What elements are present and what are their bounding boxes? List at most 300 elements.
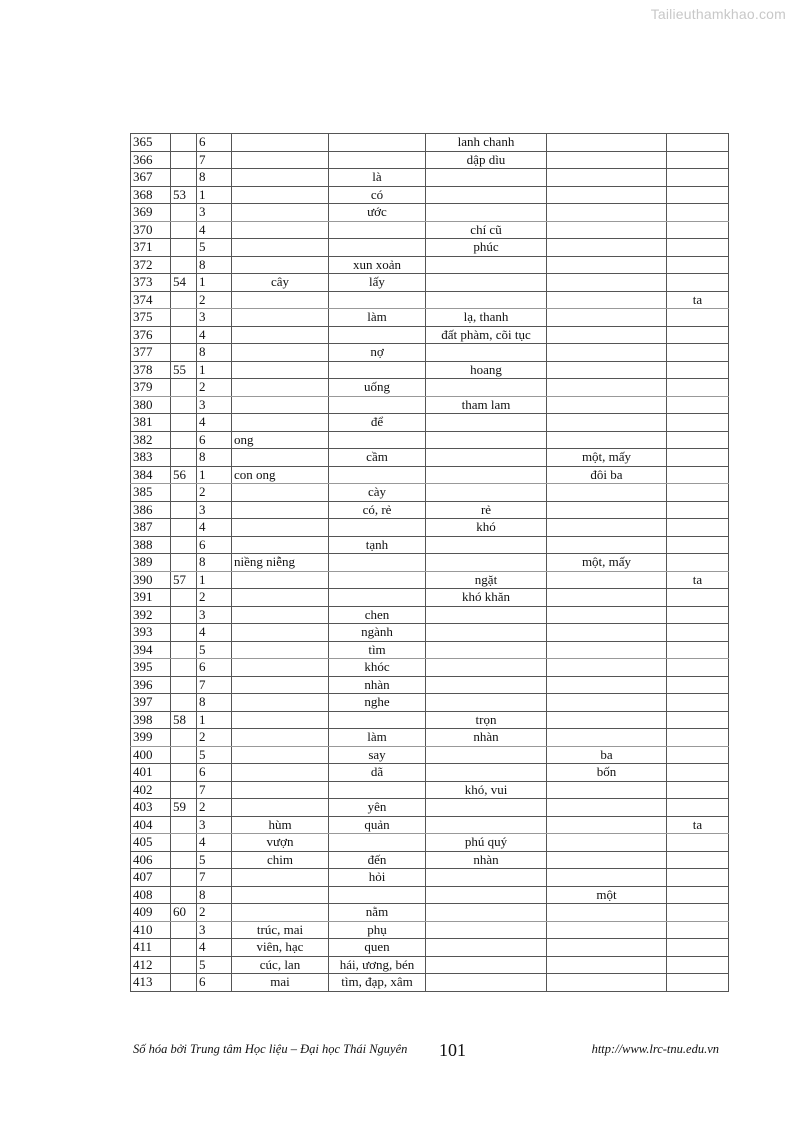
column-d-cell (547, 799, 667, 817)
table-row (131, 834, 729, 852)
table-body (131, 134, 729, 992)
column-d-cell (547, 974, 667, 992)
column-a-cell (232, 186, 329, 204)
column-b-cell (329, 554, 426, 572)
row-number-cell: 404 (131, 816, 171, 834)
row-number-cell: 411 (131, 939, 171, 957)
row-number-cell: 410 (131, 921, 171, 939)
column-c-cell: khó, vui (426, 781, 547, 799)
group-number-cell (171, 431, 197, 449)
column-b-cell: quen (329, 939, 426, 957)
column-a-cell (232, 309, 329, 327)
column-b-cell: khóc (329, 659, 426, 677)
column-e-cell (667, 449, 729, 467)
column-d-cell (547, 204, 667, 222)
row-number-cell: 368 (131, 186, 171, 204)
column-b-cell: cày (329, 484, 426, 502)
group-number-cell (171, 869, 197, 887)
column-b-cell (329, 326, 426, 344)
line-number-cell: 3 (197, 501, 232, 519)
column-c-cell (426, 204, 547, 222)
table-row (131, 869, 729, 887)
row-number-cell: 395 (131, 659, 171, 677)
column-d-cell (547, 344, 667, 362)
row-number-cell: 372 (131, 256, 171, 274)
row-number-cell: 371 (131, 239, 171, 257)
table-row (131, 589, 729, 607)
column-d-cell (547, 431, 667, 449)
row-number-cell: 365 (131, 134, 171, 152)
row-number-cell: 369 (131, 204, 171, 222)
column-d-cell (547, 851, 667, 869)
line-number-cell: 4 (197, 834, 232, 852)
column-a-cell (232, 256, 329, 274)
row-number-cell: 379 (131, 379, 171, 397)
table-row (131, 151, 729, 169)
column-c-cell (426, 904, 547, 922)
column-b-cell: có, rẻ (329, 501, 426, 519)
column-d-cell (547, 536, 667, 554)
line-number-cell: 1 (197, 361, 232, 379)
column-a-cell: trúc, mai (232, 921, 329, 939)
group-number-cell (171, 694, 197, 712)
row-number-cell: 396 (131, 676, 171, 694)
line-number-cell: 8 (197, 449, 232, 467)
column-c-cell (426, 379, 547, 397)
column-b-cell: hái, ương, bén (329, 956, 426, 974)
group-number-cell (171, 554, 197, 572)
line-number-cell: 8 (197, 554, 232, 572)
row-number-cell: 386 (131, 501, 171, 519)
column-b-cell (329, 221, 426, 239)
column-e-cell (667, 746, 729, 764)
line-number-cell: 3 (197, 816, 232, 834)
column-d-cell (547, 151, 667, 169)
column-b-cell (329, 151, 426, 169)
table-row (131, 606, 729, 624)
table-row (131, 344, 729, 362)
column-e-cell: ta (667, 291, 729, 309)
group-number-cell (171, 851, 197, 869)
column-b-cell: chen (329, 606, 426, 624)
column-e-cell (667, 904, 729, 922)
group-number-cell (171, 221, 197, 239)
line-number-cell: 3 (197, 309, 232, 327)
column-c-cell (426, 956, 547, 974)
group-number-cell (171, 501, 197, 519)
column-c-cell (426, 816, 547, 834)
column-a-cell (232, 589, 329, 607)
group-number-cell (171, 606, 197, 624)
column-a-cell (232, 869, 329, 887)
column-a-cell (232, 624, 329, 642)
column-e-cell (667, 379, 729, 397)
column-d-cell (547, 501, 667, 519)
column-c-cell (426, 414, 547, 432)
column-a-cell (232, 659, 329, 677)
column-d-cell (547, 519, 667, 537)
column-d-cell (547, 291, 667, 309)
table-row (131, 676, 729, 694)
column-e-cell (667, 711, 729, 729)
column-c-cell: dập dìu (426, 151, 547, 169)
column-d-cell (547, 239, 667, 257)
column-a-cell (232, 396, 329, 414)
column-e-cell (667, 536, 729, 554)
group-number-cell (171, 589, 197, 607)
column-e-cell (667, 221, 729, 239)
column-c-cell (426, 886, 547, 904)
group-number-cell (171, 326, 197, 344)
table-row (131, 939, 729, 957)
word-table (130, 133, 729, 992)
line-number-cell: 4 (197, 624, 232, 642)
line-number-cell: 2 (197, 799, 232, 817)
column-c-cell: khó khăn (426, 589, 547, 607)
column-e-cell (667, 939, 729, 957)
line-number-cell: 3 (197, 921, 232, 939)
table-row (131, 484, 729, 502)
column-b-cell: lấy (329, 274, 426, 292)
table-row (131, 326, 729, 344)
column-b-cell: làm (329, 729, 426, 747)
column-b-cell (329, 519, 426, 537)
table-row (131, 781, 729, 799)
column-d-cell: một, mấy (547, 554, 667, 572)
column-e-cell (667, 589, 729, 607)
column-b-cell: nằm (329, 904, 426, 922)
column-e-cell (667, 204, 729, 222)
group-number-cell (171, 659, 197, 677)
table-row (131, 816, 729, 834)
group-number-cell (171, 134, 197, 152)
column-b-cell (329, 239, 426, 257)
row-number-cell: 391 (131, 589, 171, 607)
line-number-cell: 8 (197, 694, 232, 712)
row-number-cell: 394 (131, 641, 171, 659)
table-row (131, 239, 729, 257)
column-d-cell: một, mấy (547, 449, 667, 467)
column-c-cell (426, 344, 547, 362)
column-e-cell (667, 396, 729, 414)
column-c-cell (426, 939, 547, 957)
row-number-cell: 374 (131, 291, 171, 309)
column-e-cell (667, 484, 729, 502)
column-d-cell: ba (547, 746, 667, 764)
column-a-cell: con ong (232, 466, 329, 484)
column-d-cell (547, 781, 667, 799)
column-d-cell (547, 571, 667, 589)
column-a-cell (232, 361, 329, 379)
table-row (131, 711, 729, 729)
column-a-cell (232, 886, 329, 904)
column-b-cell: cầm (329, 449, 426, 467)
column-a-cell (232, 904, 329, 922)
row-number-cell: 385 (131, 484, 171, 502)
table-row (131, 204, 729, 222)
column-b-cell: say (329, 746, 426, 764)
column-c-cell (426, 169, 547, 187)
line-number-cell: 4 (197, 326, 232, 344)
line-number-cell: 2 (197, 904, 232, 922)
column-b-cell: hỏi (329, 869, 426, 887)
column-d-cell: đôi ba (547, 466, 667, 484)
column-a-cell (232, 729, 329, 747)
column-a-cell (232, 484, 329, 502)
column-a-cell: ong (232, 431, 329, 449)
column-a-cell (232, 326, 329, 344)
group-number-cell (171, 956, 197, 974)
column-e-cell (667, 921, 729, 939)
page-footer (133, 1040, 723, 1064)
table-row (131, 764, 729, 782)
group-number-cell: 56 (171, 466, 197, 484)
table-row (131, 361, 729, 379)
column-e-cell (667, 974, 729, 992)
table-row (131, 624, 729, 642)
column-d-cell (547, 309, 667, 327)
row-number-cell: 373 (131, 274, 171, 292)
column-d-cell (547, 676, 667, 694)
table-row (131, 974, 729, 992)
column-e-cell (667, 186, 729, 204)
column-e-cell (667, 781, 729, 799)
row-number-cell: 401 (131, 764, 171, 782)
column-d-cell (547, 326, 667, 344)
column-a-cell (232, 571, 329, 589)
line-number-cell: 7 (197, 869, 232, 887)
column-c-cell (426, 536, 547, 554)
column-e-cell (667, 606, 729, 624)
column-e-cell (667, 869, 729, 887)
table-row (131, 519, 729, 537)
column-c-cell (426, 624, 547, 642)
column-e-cell (667, 624, 729, 642)
column-c-cell: rẻ (426, 501, 547, 519)
column-c-cell: chí cũ (426, 221, 547, 239)
table-row (131, 921, 729, 939)
column-d-cell (547, 274, 667, 292)
column-a-cell (232, 711, 329, 729)
column-e-cell (667, 799, 729, 817)
column-e-cell (667, 519, 729, 537)
row-number-cell: 403 (131, 799, 171, 817)
column-b-cell: tìm, đạp, xâm (329, 974, 426, 992)
column-e-cell (667, 466, 729, 484)
column-a-cell: niềng niễng (232, 554, 329, 572)
table-row (131, 466, 729, 484)
footer-source: Số hóa bởi Trung tâm Học liệu – Đại học Thái Nguyên (133, 1042, 408, 1056)
column-a-cell: mai (232, 974, 329, 992)
column-a-cell: cúc, lan (232, 956, 329, 974)
group-number-cell (171, 379, 197, 397)
column-a-cell (232, 134, 329, 152)
line-number-cell: 7 (197, 151, 232, 169)
group-number-cell (171, 519, 197, 537)
column-b-cell: xun xoản (329, 256, 426, 274)
row-number-cell: 380 (131, 396, 171, 414)
group-number-cell (171, 396, 197, 414)
row-number-cell: 377 (131, 344, 171, 362)
column-b-cell: để (329, 414, 426, 432)
column-c-cell (426, 641, 547, 659)
column-d-cell (547, 186, 667, 204)
column-c-cell (426, 291, 547, 309)
column-c-cell: lạ, thanh (426, 309, 547, 327)
group-number-cell (171, 939, 197, 957)
column-e-cell (667, 659, 729, 677)
line-number-cell: 2 (197, 589, 232, 607)
column-d-cell: một (547, 886, 667, 904)
line-number-cell: 5 (197, 239, 232, 257)
line-number-cell: 2 (197, 729, 232, 747)
column-b-cell: làm (329, 309, 426, 327)
column-d-cell (547, 379, 667, 397)
group-number-cell: 54 (171, 274, 197, 292)
column-c-cell (426, 484, 547, 502)
line-number-cell: 1 (197, 711, 232, 729)
row-number-cell: 366 (131, 151, 171, 169)
column-c-cell: phú quý (426, 834, 547, 852)
table-row (131, 659, 729, 677)
column-d-cell (547, 711, 667, 729)
column-a-cell (232, 781, 329, 799)
column-d-cell (547, 221, 667, 239)
column-e-cell (667, 361, 729, 379)
line-number-cell: 2 (197, 484, 232, 502)
column-e-cell (667, 851, 729, 869)
row-number-cell: 367 (131, 169, 171, 187)
row-number-cell: 413 (131, 974, 171, 992)
column-c-cell: ngặt (426, 571, 547, 589)
group-number-cell (171, 536, 197, 554)
column-c-cell: nhàn (426, 729, 547, 747)
group-number-cell (171, 256, 197, 274)
column-b-cell (329, 431, 426, 449)
column-c-cell (426, 764, 547, 782)
group-number-cell (171, 291, 197, 309)
column-e-cell (667, 729, 729, 747)
row-number-cell: 382 (131, 431, 171, 449)
group-number-cell: 55 (171, 361, 197, 379)
line-number-cell: 7 (197, 781, 232, 799)
column-a-cell: cây (232, 274, 329, 292)
line-number-cell: 5 (197, 746, 232, 764)
line-number-cell: 2 (197, 379, 232, 397)
table-row (131, 186, 729, 204)
group-number-cell (171, 886, 197, 904)
column-c-cell: đất phàm, cõi tục (426, 326, 547, 344)
line-number-cell: 6 (197, 764, 232, 782)
column-d-cell: bốn (547, 764, 667, 782)
column-a-cell (232, 414, 329, 432)
column-c-cell (426, 274, 547, 292)
column-b-cell: tạnh (329, 536, 426, 554)
line-number-cell: 1 (197, 571, 232, 589)
group-number-cell: 57 (171, 571, 197, 589)
column-a-cell (232, 221, 329, 239)
column-c-cell (426, 659, 547, 677)
column-e-cell (667, 956, 729, 974)
column-a-cell (232, 519, 329, 537)
table-row (131, 274, 729, 292)
column-e-cell (667, 309, 729, 327)
column-d-cell (547, 414, 667, 432)
column-c-cell: nhàn (426, 851, 547, 869)
column-e-cell: ta (667, 571, 729, 589)
column-d-cell (547, 659, 667, 677)
footer-url[interactable]: http://www.lrc-tnu.edu.vn (591, 1042, 719, 1056)
column-a-cell (232, 676, 329, 694)
row-number-cell: 397 (131, 694, 171, 712)
column-e-cell (667, 239, 729, 257)
column-a-cell: chim (232, 851, 329, 869)
group-number-cell (171, 729, 197, 747)
column-e-cell (667, 501, 729, 519)
table-row (131, 554, 729, 572)
column-b-cell (329, 291, 426, 309)
column-b-cell: có (329, 186, 426, 204)
column-e-cell (667, 641, 729, 659)
row-number-cell: 407 (131, 869, 171, 887)
table-row (131, 799, 729, 817)
column-a-cell (232, 169, 329, 187)
row-number-cell: 375 (131, 309, 171, 327)
column-c-cell (426, 974, 547, 992)
column-a-cell (232, 344, 329, 362)
group-number-cell: 53 (171, 186, 197, 204)
row-number-cell: 384 (131, 466, 171, 484)
table-row (131, 729, 729, 747)
row-number-cell: 376 (131, 326, 171, 344)
column-d-cell (547, 361, 667, 379)
column-c-cell (426, 606, 547, 624)
column-c-cell (426, 869, 547, 887)
column-a-cell: hùm (232, 816, 329, 834)
column-d-cell (547, 396, 667, 414)
column-a-cell (232, 536, 329, 554)
column-b-cell (329, 571, 426, 589)
column-d-cell (547, 816, 667, 834)
column-a-cell (232, 291, 329, 309)
row-number-cell: 400 (131, 746, 171, 764)
row-number-cell: 387 (131, 519, 171, 537)
table-row (131, 536, 729, 554)
line-number-cell: 3 (197, 606, 232, 624)
line-number-cell: 8 (197, 169, 232, 187)
line-number-cell: 5 (197, 641, 232, 659)
group-number-cell (171, 676, 197, 694)
line-number-cell: 8 (197, 344, 232, 362)
column-b-cell: uống (329, 379, 426, 397)
column-b-cell: nghe (329, 694, 426, 712)
column-c-cell (426, 799, 547, 817)
column-b-cell: ước (329, 204, 426, 222)
column-e-cell (667, 554, 729, 572)
table-row (131, 449, 729, 467)
column-c-cell (426, 921, 547, 939)
column-b-cell: đến (329, 851, 426, 869)
column-b-cell (329, 361, 426, 379)
column-b-cell (329, 589, 426, 607)
line-number-cell: 2 (197, 291, 232, 309)
table-row (131, 134, 729, 152)
column-b-cell (329, 466, 426, 484)
column-e-cell (667, 134, 729, 152)
column-c-cell: tham lam (426, 396, 547, 414)
line-number-cell: 7 (197, 676, 232, 694)
column-e-cell (667, 694, 729, 712)
